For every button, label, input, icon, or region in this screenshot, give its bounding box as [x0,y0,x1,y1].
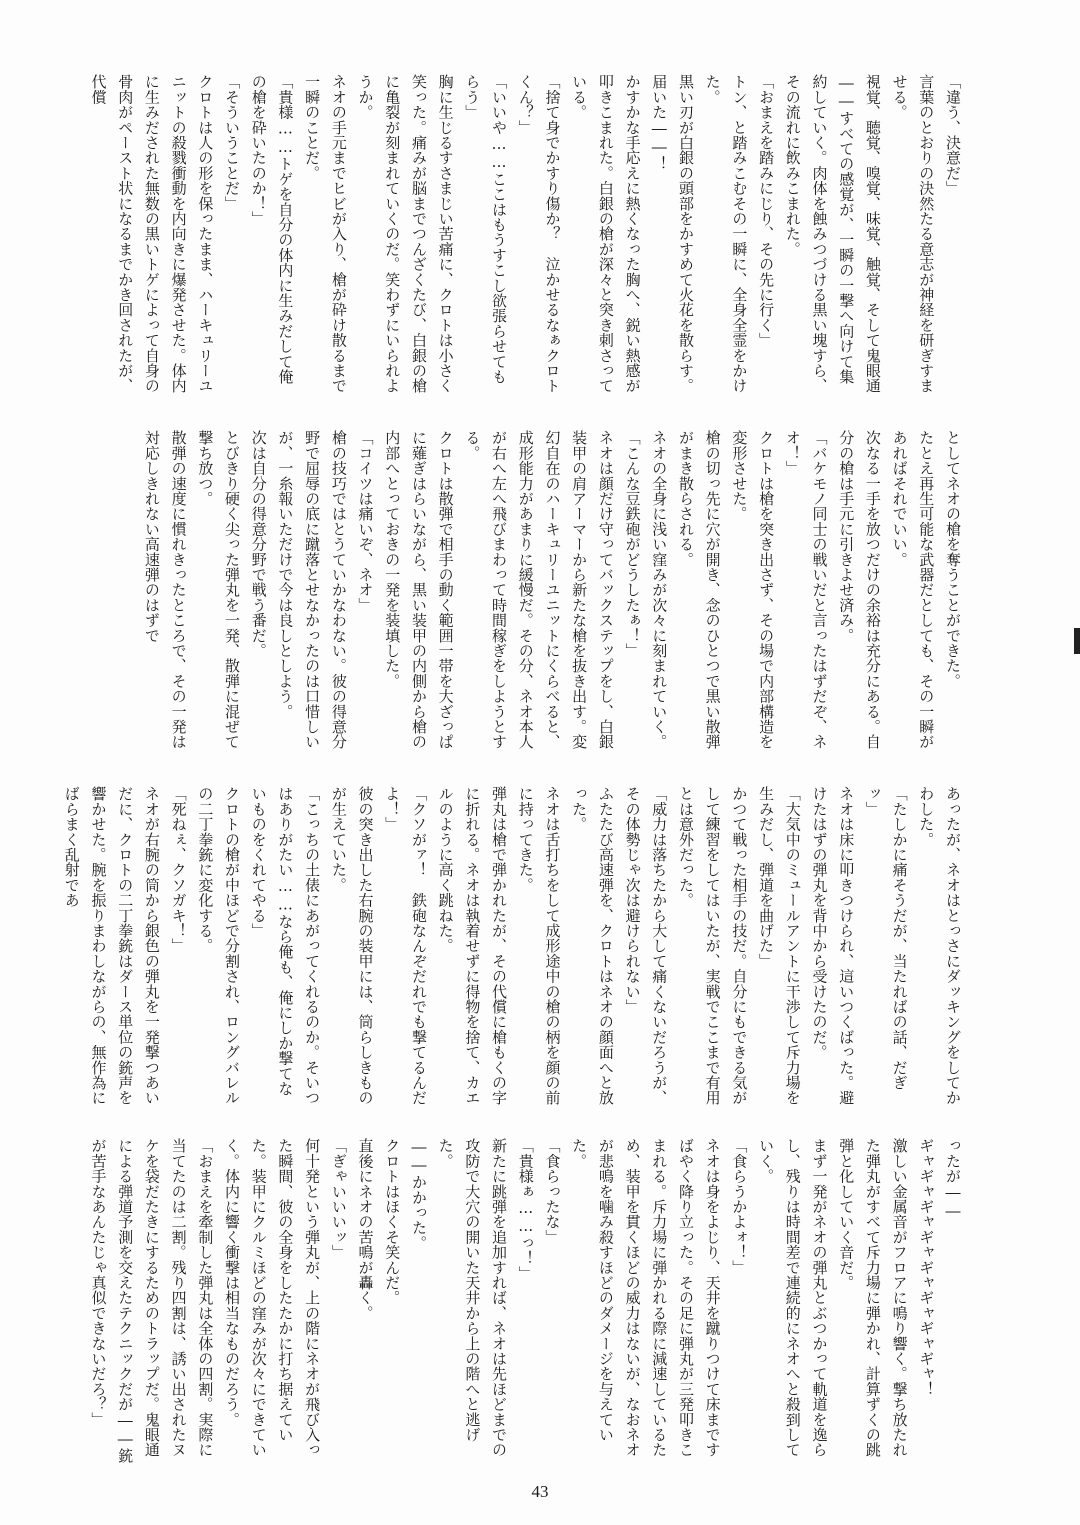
paragraph: 弾丸は槍で弾かれたが、その代償に槍もくの字に折れる。ネオは執着せずに得物を捨て、カエルのように高く跳ねた。 [436,786,509,1106]
paragraph: まず一発がネオの弾丸とぶつかって軌道を逸らし、残りは時間差で連続的にネオへと殺到していく。 [757,1138,829,1458]
paragraph: 「死ねぇ、クソガキ！」 [169,786,188,954]
paragraph: 「こんな豆鉄砲がどうしたぁ！」 [623,430,642,658]
paragraph: 「たしかに痛そうだが、当たればの話、だぎッ」 [863,786,909,1090]
paragraph: クロトは散弾で相手の動く範囲一帯を大ざっぱに薙ぎはらいながら、黒い装甲の内側から槍の内部へとっておきの一発を装填した。 [383,430,455,750]
paragraph: クロトの槍が中ほどで分割され、ロングバレルの二丁拳銃に変化する。 [196,786,242,1106]
paragraph: 「おまえを牽制した弾丸は全体の四割。実際に当てたのは二割。残り四割は、誘い出されたヌケを袋だたきにするためのトラップだ。鬼眼通による弾道予測を交えたテクニックだが――銃が苦手なあんたじゃ真似できないだろ？」 [89,1138,215,1464]
paragraph: ネオは舌打ちをして成形途中の槍の柄を顔の前に持ってきた。 [516,786,562,1106]
paragraph: 激しい金属音がフロアに鳴り響く。撃ち放たれた弾丸がすべて斥力場に弾かれ、計算ずくの跳弾と化していく音だ。 [837,1138,909,1458]
paragraph: 「おまえを踏みにじり、その先に行く」 [757,74,776,348]
paragraph: 新たに跳弾を追加すれば、ネオは先ほどまでの攻防で大穴の開いた天井から上の階へと逃げた。 [436,1138,509,1458]
paragraph: 「ぎゃいいいッ」 [329,1138,348,1260]
paragraph: 次は自分の得意分野で戦う番だ。 [249,430,268,658]
paragraph: ネオは床に叩きつけられ、這いつくばった。避けたはずの弾丸を背中から受けたのだ。 [810,786,856,1106]
paragraph: ネオは身をよじり、天井を蹴りつけて床まですばやく降り立った。その足に弾丸が三発叩きこまれる。斥力場に弾かれる際に減速しているため、装甲を貫くほどの威力はないが、なおネオが悲鳴を噛み殺すほどのダメージを与えていた。 [570,1138,722,1458]
paragraph: ギャギャギャギャギャギャギャギャ！ [917,1138,936,1397]
paragraph: かつて戦った相手の技だ。自分にもできる気がして練習をしてはいたが、実戦でここまで有用とは意外だった。 [676,786,749,1106]
paragraph: 言葉のとおりの決然たる意志が神経を研ぎすませる。 [890,74,936,394]
paragraph: 次なる一手を放つだけの余裕は充分にある。自分の槍は手元に引きよせ済み。 [837,430,882,750]
text-tier-3 [62,786,966,1106]
paragraph: 彼の突き出した右腕の装甲には、筒らしきものが生えていた。 [329,786,375,1106]
paragraph: 「貴様ぁ……っ！」 [516,1138,535,1281]
paragraph: クロトは槍を突き出さず、その場で内部構造を変形させた。 [730,430,776,750]
paragraph: 「こっちの土俵にあがってくれるのか。そいつはありがたい……なら俺も、俺にしか撃てないものをくれてやる」 [249,786,322,1106]
paragraph: 槍の切っ先に穴が開き、念のひとつで黒い散弾がまき散らされる。 [676,430,722,750]
text-tier-2 [84,430,966,750]
paragraph: 「威力は落ちたから大して痛くないだろうが、その体勢じゃ次は避けられない」 [623,786,669,1106]
paragraph: 視覚、聴覚、嗅覚、味覚、触覚、そして鬼眼通――すべての感覚が、一瞬の一撃へ向けて集約していく。肉体を蝕みつづける黒い塊すら、その流れに飲みこまれた。 [783,74,882,394]
paragraph: 何十発という弾丸が、上の階にネオが飛び入った瞬間、彼の全身をしたたかに打ち据えていた。装甲にクルミほどの窪みが次々にできていく。体内に響く衝撃は相当なものだろう。 [223,1138,322,1458]
paragraph: 「バケモノ同士の戦いだと言ったはずだぞ、ネオ！」 [783,430,829,750]
paragraph: 槍の技巧ではとうていかなわない。彼の得意分野で屈辱の底に蹴落とせなかったのは口惜しいが、一糸報いただけで今は良しとしよう。 [276,430,348,750]
paragraph: 胸に生じるすさまじい苦痛に、クロトは小さく笑った。痛みが脳までつんざくたび、白銀の槍に亀裂が刻まれていくのだ。笑わずにいられようか。 [356,74,455,394]
text-tier-4 [84,1138,966,1466]
paragraph: ふたたび高速弾を、クロトはネオの顔面へと放った。 [570,786,615,1106]
paragraph: ネオが右腕の筒から銀色の弾丸を一発撃つあいだに、クロトの二丁拳銃はダース単位の銃声を響かせた。腕を振りまわしながらの、無作為にばらまく乱射であ [62,786,161,1106]
paragraph: 「貴様……トゲを自分の体内に生みだして俺の槍を砕いたのか！」 [249,74,295,384]
paragraph: 「いいや……ここはもうすこし欲張らせてもらう」 [463,74,509,384]
paragraph: 「違う、決意だ」 [944,74,962,196]
paragraph: クロトはほくそ笑んだ。 [383,1138,402,1306]
paragraph: ネオの全身に浅い窪みが次々に刻まれていく。 [650,430,669,750]
paragraph: 「食らったな」 [543,1138,562,1245]
paragraph: とびきり硬く尖った弾丸を一発、散弾に混ぜて撃ち放つ。 [196,430,242,750]
paragraph: かすかな手応えに熱くなった胸へ、鋭い熱感が叩きこまれた。白銀の槍が深々と突き刺さっている。 [570,74,642,394]
text-tier-1 [84,74,966,394]
paragraph: 「食らうかよォ！」 [730,1138,749,1275]
paragraph: トン、と踏みこむその一瞬に、全身全霊をかけた。 [703,74,749,394]
paragraph: ――かかった。 [409,1138,428,1251]
paragraph: としてネオの槍を奪うことができた。 [944,430,962,689]
paragraph: 黒い刃が白銀の頭部をかすめて火花を散らす。 [676,74,695,394]
paragraph: 散弾の速度に慣れきったところで、その一発は対応しきれない高速弾のはずで [142,430,188,750]
page-number: 43 [531,1482,549,1501]
paragraph: あったが、ネオはとっさにダッキングをしてかわした。 [917,786,962,1106]
paragraph: ネオは顔だけ守ってバックステップをし、白銀装甲の肩アーマーから新たな槍を抜き出す。変幻自在のハーキュリーユニットにくらべると、成形能力があまりに緩慢だ。その分、ネオ本人が右へ左へ飛びまわって時間稼ぎをしようとする。 [463,430,615,750]
paragraph: たとえ再生可能な武器だとしても、その一瞬があればそれでいい。 [890,430,936,750]
paragraph: 「そういうことだ」 [223,74,242,211]
page-edge-mark [1074,628,1080,654]
paragraph: 「クソがァ！ 鉄砲なんぞだれでも撃てるんだよ！」 [383,786,428,1106]
paragraph: 直後にネオの苦鳴が轟く。 [356,1138,375,1321]
paragraph: 「コイツは痛いぞ、ネオ」 [356,430,375,613]
paragraph: ネオの手元までヒビが入り、槍が砕け散るまで一瞬のことだ。 [303,74,348,394]
paragraph: クロトは人の形を保ったまま、ハーキュリーユニットの殺戮衝動を内向きに爆発させた。体内に生みだされた無数の黒いトゲによって自身の骨肉がペースト状になるまでかき回されたが、代償 [89,74,215,394]
paragraph: ったが―― [944,1138,962,1220]
paragraph: 「大気中のミュールアントに干渉して斥力場を生みだし、弾道を曲げた」 [757,786,802,1106]
paragraph: 届いた――！ [650,74,669,172]
paragraph: 「捨て身でかすり傷か？ 泣かせるなぁクロトくん？」 [516,74,562,394]
